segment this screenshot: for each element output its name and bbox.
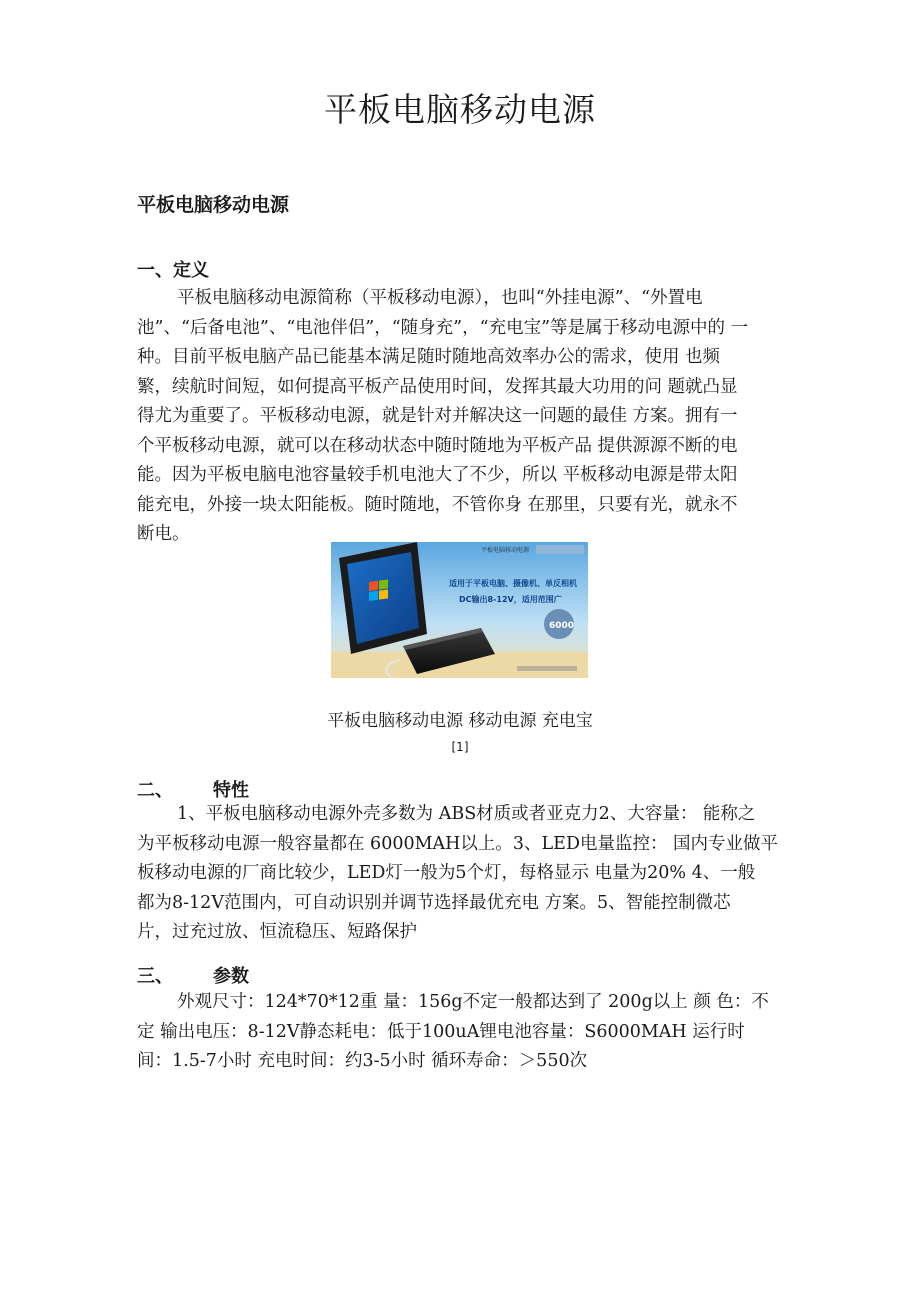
definition-heading: 一、定义 [137,260,209,281]
paragraph-line: 板移动电源的厂商比较少，LED灯一般为5个灯，每格显示 电量为20% 4、一般 [137,863,756,883]
product-image [331,542,588,678]
banner-top-text: 平板电脑移动电源 [481,547,530,554]
parameters-heading-number: 三、 [137,966,173,987]
features-paragraph [137,800,787,948]
paragraph-line: 定 输出电压：8-12V静态耗电：低于100uA锂电池容量：S6000MAH 运行时 [137,1021,745,1042]
paragraph-line: 繁，续航时间短，如何提高平板产品使用时间，发挥其最大功用的问 题就凸显 [137,376,738,397]
reference-marker[interactable]: [1] [451,740,469,754]
paragraph-line: 能充电，外接一块太阳能板。随时随地，不管你身 在那里，只要有光，就永不 [137,494,738,515]
paragraph-line: 平板电脑移动电源简称（平板移动电源），也叫“外挂电源”、“外置电 [177,288,703,308]
paragraph-line: 池”、“后备电池”、“电池伴侣”，“随身充”，“充电宝”等是属于移动电源中的 一 [137,317,749,338]
document-title: 平板电脑移动电源 [324,90,596,129]
parameters-heading-text: 参数 [213,966,249,987]
paragraph-line: 断电。 [137,524,190,544]
features-heading [137,776,249,802]
paragraph-line: 个平板移动电源，就可以在移动状态中随时随地为平板产品 提供源源不断的电 [137,435,738,456]
definition-paragraph [137,284,787,550]
paragraph-line: 得尤为重要了。平板移动电源，就是针对并解决这一问题的最佳 方案。拥有一 [137,406,738,426]
paragraph-line: 1、平板电脑移动电源外壳多数为 ABS材质或者亚克力2、大容量： 能称之 [177,804,756,824]
parameters-paragraph [137,988,787,1077]
banner-line1-text: 适用于平板电脑、摄像机、单反相机 [449,579,577,588]
image-caption: 平板电脑移动电源 移动电源 充电宝 [327,711,593,731]
features-heading-number: 二、 [137,780,173,801]
paragraph-line: 为平板移动电源一般容量都在 6000MAH以上。3、LED电量监控： 国内专业做平 [137,833,779,854]
banner-line2-text: DC输出8-12V，适用范围广 [459,595,562,604]
paragraph-line: 种。目前平板电脑产品已能基本满足随时随地高效率办公的需求，使用 也频 [137,347,721,367]
paragraph-line: 外观尺寸：124*70*12重 量：156g不定一般都达到了 200g以上 颜 色：不 [177,992,769,1012]
features-heading-text: 特性 [213,780,249,801]
paragraph-line: 片，过充过放、恒流稳压、短路保护 [137,922,417,942]
capacity-badge: 6000 [549,621,575,631]
section-subtitle: 平板电脑移动电源 [137,194,290,216]
tablet-device [339,542,427,654]
paragraph-line: 能。因为平板电脑电池容量较手机电池大了不少，所以 平板移动电源是带太阳 [137,465,738,485]
paragraph-line: 都为8-12V范围内，可自动识别并调节选择最优充电 方案。5、智能控制微芯 [137,892,731,913]
paragraph-line: 间：1.5-7小时 充电时间：约3-5小时 循环寿命：＞550次 [137,1051,588,1071]
parameters-heading [137,962,249,988]
